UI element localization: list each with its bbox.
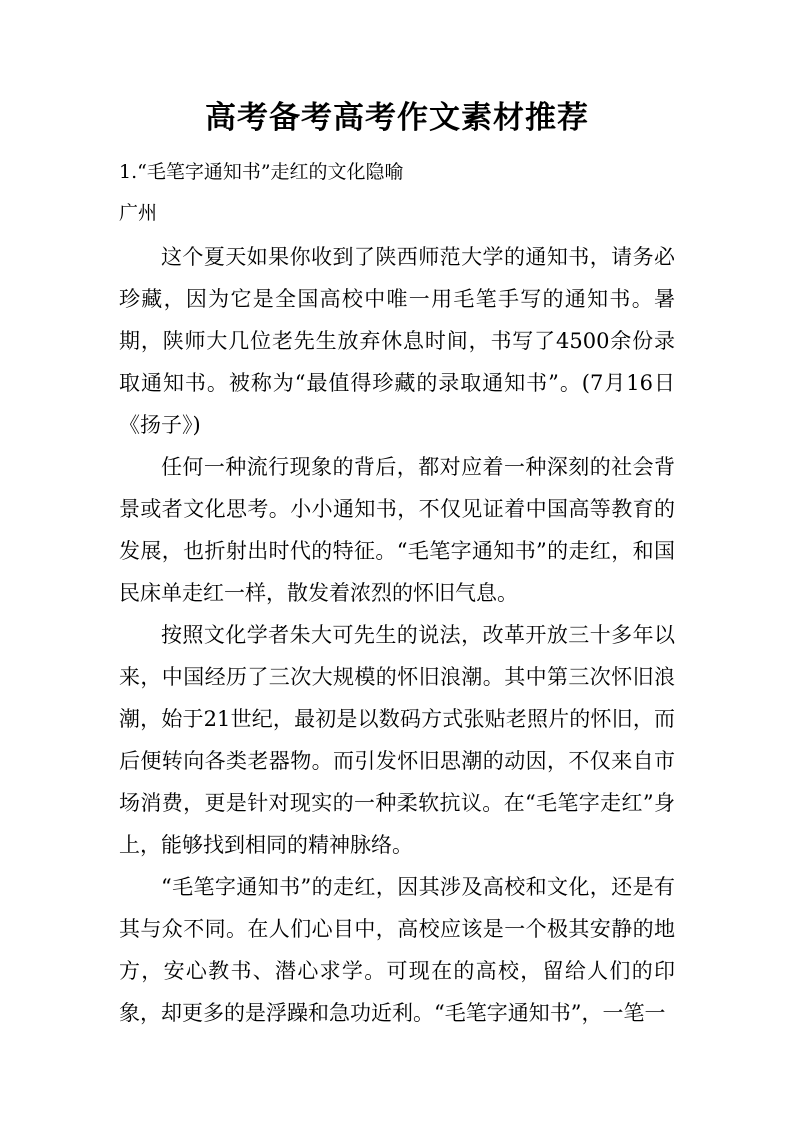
- section-heading: 1.“毛笔字通知书”走红的文化隐喻: [119, 161, 404, 183]
- paragraph: 任何一种流行现象的背后，都对应着一种深刻的社会背景或者文化思考。小小通知书，不仅见证着中国高等教育的发展，也折射出时代的特征。“毛笔字通知书”的走红，和国民床单走红一样，散发着浓烈的怀旧气息。: [119, 455, 675, 605]
- paragraph: “毛笔字通知书”的走红，因其涉及高校和文化，还是有其与众不同。在人们心目中，高校应该是一个极其安静的地方，安心教书、潜心求学。可现在的高校，留给人们的印象，却更多的是浮躁和急功近利。“毛笔字通知书”，一笔一: [119, 875, 675, 1025]
- document-title: 高考备考高考作文素材推荐: [205, 100, 589, 136]
- paragraph: 这个夏天如果你收到了陕西师范大学的通知书，请务必珍藏，因为它是全国高校中唯一用毛笔手写的通知书。暑期，陕师大几位老先生放弃休息时间，书写了4500余份录取通知书。被称为“最值得珍藏的录取通知书”。(7月16日《扬子》): [119, 245, 675, 437]
- article-body: [119, 236, 675, 1034]
- location-label: 广州: [119, 202, 158, 224]
- paragraph: 按照文化学者朱大可先生的说法，改革开放三十多年以来，中国经历了三次大规模的怀旧浪潮。其中第三次怀旧浪潮，始于21世纪，最初是以数码方式张贴老照片的怀旧，而后便转向各类老器物。而引发怀旧思潮的动因，不仅来自市场消费，更是针对现实的一种柔软抗议。在“毛笔字走红”身上，能够找到相同的精神脉络。: [119, 623, 675, 857]
